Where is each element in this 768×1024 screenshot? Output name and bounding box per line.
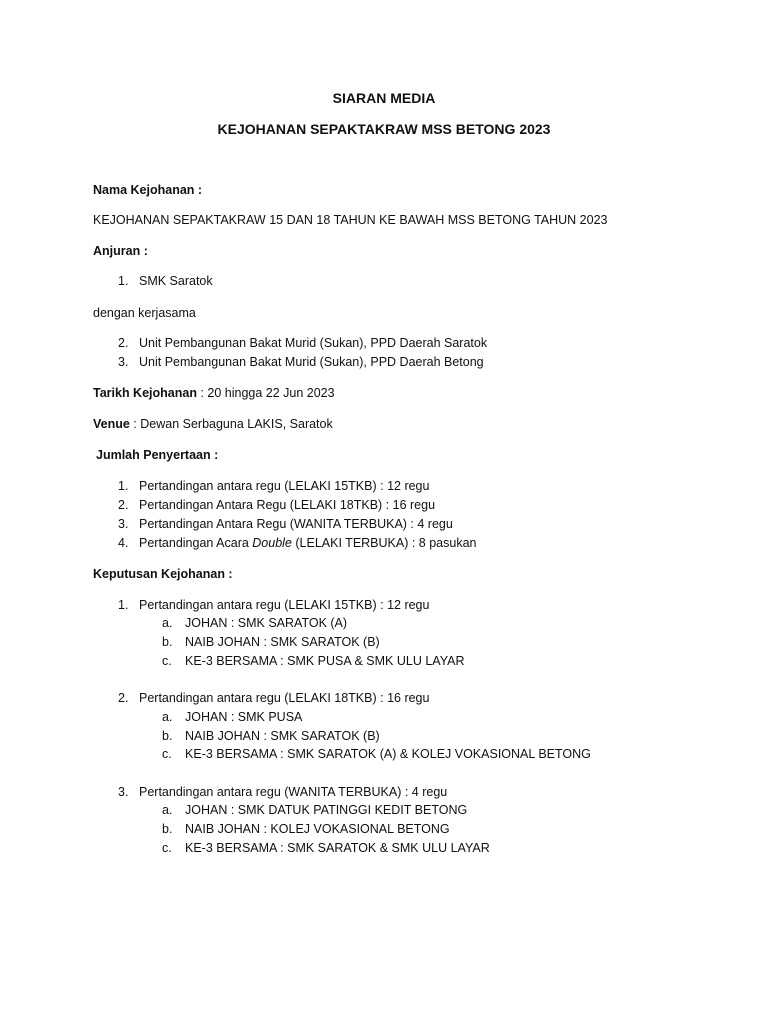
keputusan-label: Keputusan Kejohanan :: [93, 567, 233, 581]
result-letter: a.: [162, 710, 173, 724]
list-number: 1.: [118, 598, 129, 612]
result-item: NAIB JOHAN : SMK SARATOK (B): [185, 729, 380, 743]
document-title: SIARAN MEDIA: [332, 90, 436, 106]
list-item: Unit Pembangunan Bakat Murid (Sukan), PPD Daerah Saratok: [139, 336, 488, 350]
list-number: 3.: [118, 785, 129, 799]
list-item: [139, 535, 476, 551]
result-item: KE-3 BERSAMA : SMK SARATOK (A) & KOLEJ VOKASIONAL BETONG: [185, 747, 591, 761]
result-item: NAIB JOHAN : KOLEJ VOKASIONAL BETONG: [185, 822, 450, 836]
result-item: KE-3 BERSAMA : SMK PUSA & SMK ULU LAYAR: [185, 654, 465, 668]
list-number: 2.: [118, 691, 129, 705]
list-number: 1.: [118, 274, 129, 288]
item-text: Pertandingan Antara Regu (LELAKI 18TKB) : 16 regu: [139, 498, 436, 512]
document-subtitle: KEJOHANAN SEPAKTAKRAW MSS BETONG 2023: [217, 121, 551, 137]
venue-label: Venue: [93, 417, 130, 431]
venue-value: : Dewan Serbaguna LAKIS, Saratok: [129, 417, 333, 431]
list-number: 2.: [118, 336, 129, 350]
item-text: Pertandingan Antara Regu (WANITA TERBUKA) : 4 regu: [139, 517, 453, 531]
nama-value: KEJOHANAN SEPAKTAKRAW 15 DAN 18 TAHUN KE BAWAH MSS BETONG TAHUN 2023: [93, 213, 608, 227]
result-item: JOHAN : SMK PUSA: [185, 710, 303, 724]
result-letter: c.: [162, 841, 172, 855]
list-number: 2.: [118, 498, 129, 512]
anjuran-label: Anjuran :: [93, 244, 148, 258]
tarikh-label: Tarikh Kejohanan: [93, 386, 197, 400]
result-letter: b.: [162, 729, 173, 743]
result-letter: b.: [162, 822, 173, 836]
result-item: JOHAN : SMK DATUK PATINGGI KEDIT BETONG: [185, 803, 468, 817]
result-letter: b.: [162, 635, 173, 649]
result-letter: c.: [162, 654, 172, 668]
list-item: [139, 516, 453, 532]
category-title: Pertandingan antara regu (LELAKI 18TKB) : 16 regu: [139, 691, 430, 705]
item-text: (LELAKI TERBUKA) : 8 pasukan: [291, 536, 477, 550]
list-item: [139, 497, 435, 513]
item-text: Pertandingan antara regu (LELAKI 15TKB) : 12 regu: [139, 479, 430, 493]
list-item: [139, 478, 429, 494]
item-text-italic: Double: [252, 536, 292, 550]
list-item: Unit Pembangunan Bakat Murid (Sukan), PPD Daerah Betong: [139, 355, 484, 369]
list-number: 3.: [118, 355, 129, 369]
result-item: NAIB JOHAN : SMK SARATOK (B): [185, 635, 380, 649]
result-item: JOHAN : SMK SARATOK (A): [185, 616, 348, 630]
result-letter: a.: [162, 803, 173, 817]
tarikh-line: [93, 385, 335, 401]
list-item: SMK Saratok: [139, 274, 213, 288]
list-number: 3.: [118, 517, 129, 531]
kerjasama-label: dengan kerjasama: [93, 306, 196, 320]
nama-label: Nama Kejohanan :: [93, 183, 203, 197]
list-number: 4.: [118, 536, 129, 550]
tarikh-value: : 20 hingga 22 Jun 2023: [196, 386, 335, 400]
venue-line: [93, 416, 333, 432]
category-title: Pertandingan antara regu (WANITA TERBUKA) : 4 regu: [139, 785, 448, 799]
result-item: KE-3 BERSAMA : SMK SARATOK & SMK ULU LAYAR: [185, 841, 490, 855]
result-letter: a.: [162, 616, 173, 630]
item-text: Pertandingan Acara: [139, 536, 253, 550]
category-title: Pertandingan antara regu (LELAKI 15TKB) : 12 regu: [139, 598, 430, 612]
jumlah-label: Jumlah Penyertaan :: [96, 448, 219, 462]
result-letter: c.: [162, 747, 172, 761]
list-number: 1.: [118, 479, 129, 493]
